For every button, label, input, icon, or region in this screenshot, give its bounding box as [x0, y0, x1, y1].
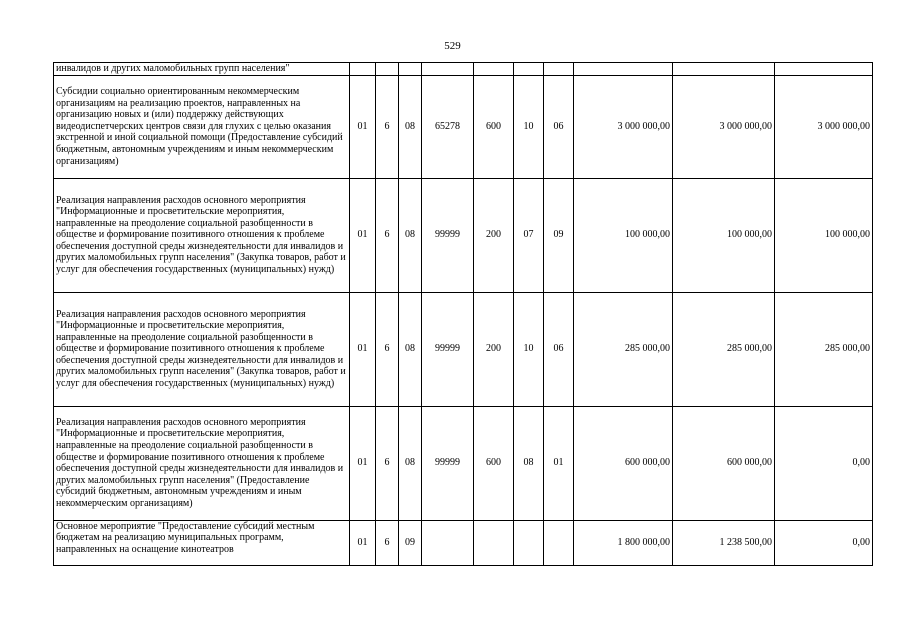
- program-code: 01: [350, 292, 376, 406]
- expense-type-code: [474, 520, 514, 565]
- subprogram-code: 6: [376, 292, 399, 406]
- amount-year-2: [673, 63, 775, 76]
- subsection-code: [544, 63, 574, 76]
- event-code: 08: [399, 75, 422, 178]
- program-code: 01: [350, 406, 376, 520]
- subsection-code: [544, 520, 574, 565]
- section-code: 07: [514, 178, 544, 292]
- amount-year-3: [775, 63, 873, 76]
- section-code: 08: [514, 406, 544, 520]
- expense-type-code: 200: [474, 292, 514, 406]
- amount-year-2: 285 000,00: [673, 292, 775, 406]
- amount-year-3: 3 000 000,00: [775, 75, 873, 178]
- amount-year-1: 3 000 000,00: [574, 75, 673, 178]
- amount-year-1: [574, 63, 673, 76]
- expense-direction-code: [422, 63, 474, 76]
- amount-year-3: 0,00: [775, 520, 873, 565]
- event-code: 08: [399, 406, 422, 520]
- amount-year-3: 285 000,00: [775, 292, 873, 406]
- subprogram-code: 6: [376, 178, 399, 292]
- expense-type-code: [474, 63, 514, 76]
- table-row: [54, 406, 873, 520]
- event-code: 08: [399, 178, 422, 292]
- row-description: Субсидии социально ориентированным некоммерческим организациям на реализацию проектов, направленных на организацию новых и (или) поддержку действующих видеодиспетчерских центров связи для глухих с целью оказания экстренной и иной социальной помощи (Предоставление субсидий бюджетным, автономным учреждениям и иным некоммерческим организациям): [54, 75, 350, 178]
- expense-direction-code: 99999: [422, 406, 474, 520]
- expense-direction-code: 65278: [422, 75, 474, 178]
- amount-year-2: 1 238 500,00: [673, 520, 775, 565]
- subsection-code: 06: [544, 75, 574, 178]
- expense-direction-code: 99999: [422, 292, 474, 406]
- amount-year-2: 600 000,00: [673, 406, 775, 520]
- amount-year-2: 100 000,00: [673, 178, 775, 292]
- table-row: [54, 75, 873, 178]
- table-row: [54, 63, 873, 76]
- expense-type-code: 600: [474, 75, 514, 178]
- page-number: 529: [444, 40, 461, 52]
- amount-year-3: 100 000,00: [775, 178, 873, 292]
- table-row: [54, 292, 873, 406]
- subsection-code: 01: [544, 406, 574, 520]
- row-description: Реализация направления расходов основного мероприятия "Информационные и просветительские мероприятия, направленные на преодоление социальной разобщенности в обществе и формирование позитивного отношения к проблеме обеспечения доступной среды жизнедеятельности для инвалидов и других маломобильных групп населения" (Закупка товаров, работ и услуг для обеспечения государственных (муниципальных) нужд): [54, 292, 350, 406]
- subprogram-code: 6: [376, 520, 399, 565]
- program-code: 01: [350, 75, 376, 178]
- amount-year-1: 100 000,00: [574, 178, 673, 292]
- section-code: [514, 63, 544, 76]
- subsection-code: 06: [544, 292, 574, 406]
- expense-direction-code: 99999: [422, 178, 474, 292]
- amount-year-1: 285 000,00: [574, 292, 673, 406]
- amount-year-1: 1 800 000,00: [574, 520, 673, 565]
- expense-type-code: 200: [474, 178, 514, 292]
- row-description: Реализация направления расходов основного мероприятия "Информационные и просветительские мероприятия, направленные на преодоление социальной разобщенности в обществе и формирование позитивного отношения к проблеме обеспечения доступной среды жизнедеятельности для инвалидов и других маломобильных групп населения" (Закупка товаров, работ и услуг для обеспечения государственных (муниципальных) нужд): [54, 178, 350, 292]
- subprogram-code: 6: [376, 406, 399, 520]
- section-code: 10: [514, 75, 544, 178]
- program-code: 01: [350, 178, 376, 292]
- event-code: 09: [399, 520, 422, 565]
- row-description: Основное мероприятие "Предоставление субсидий местным бюджетам на реализацию муниципальных программ, направленных на оснащение кинотеатров: [54, 520, 350, 565]
- subsection-code: 09: [544, 178, 574, 292]
- expense-direction-code: [422, 520, 474, 565]
- row-description: Реализация направления расходов основного мероприятия "Информационные и просветительские мероприятия, направленные на преодоление социальной разобщенности в обществе и формирование позитивного отношения к проблеме обеспечения доступной среды жизнедеятельности для инвалидов и других маломобильных групп населения" (Предоставление субсидий бюджетным, автономным учреждениям и иным некоммерческим организациям): [54, 406, 350, 520]
- row-description: инвалидов и других маломобильных групп населения": [54, 63, 350, 76]
- budget-table: [53, 62, 873, 566]
- expense-type-code: 600: [474, 406, 514, 520]
- event-code: 08: [399, 292, 422, 406]
- table-row: [54, 178, 873, 292]
- program-code: 01: [350, 520, 376, 565]
- amount-year-1: 600 000,00: [574, 406, 673, 520]
- amount-year-3: 0,00: [775, 406, 873, 520]
- subprogram-code: 6: [376, 75, 399, 178]
- amount-year-2: 3 000 000,00: [673, 75, 775, 178]
- section-code: [514, 520, 544, 565]
- event-code: [399, 63, 422, 76]
- section-code: 10: [514, 292, 544, 406]
- table-row: [54, 520, 873, 565]
- subprogram-code: [376, 63, 399, 76]
- program-code: [350, 63, 376, 76]
